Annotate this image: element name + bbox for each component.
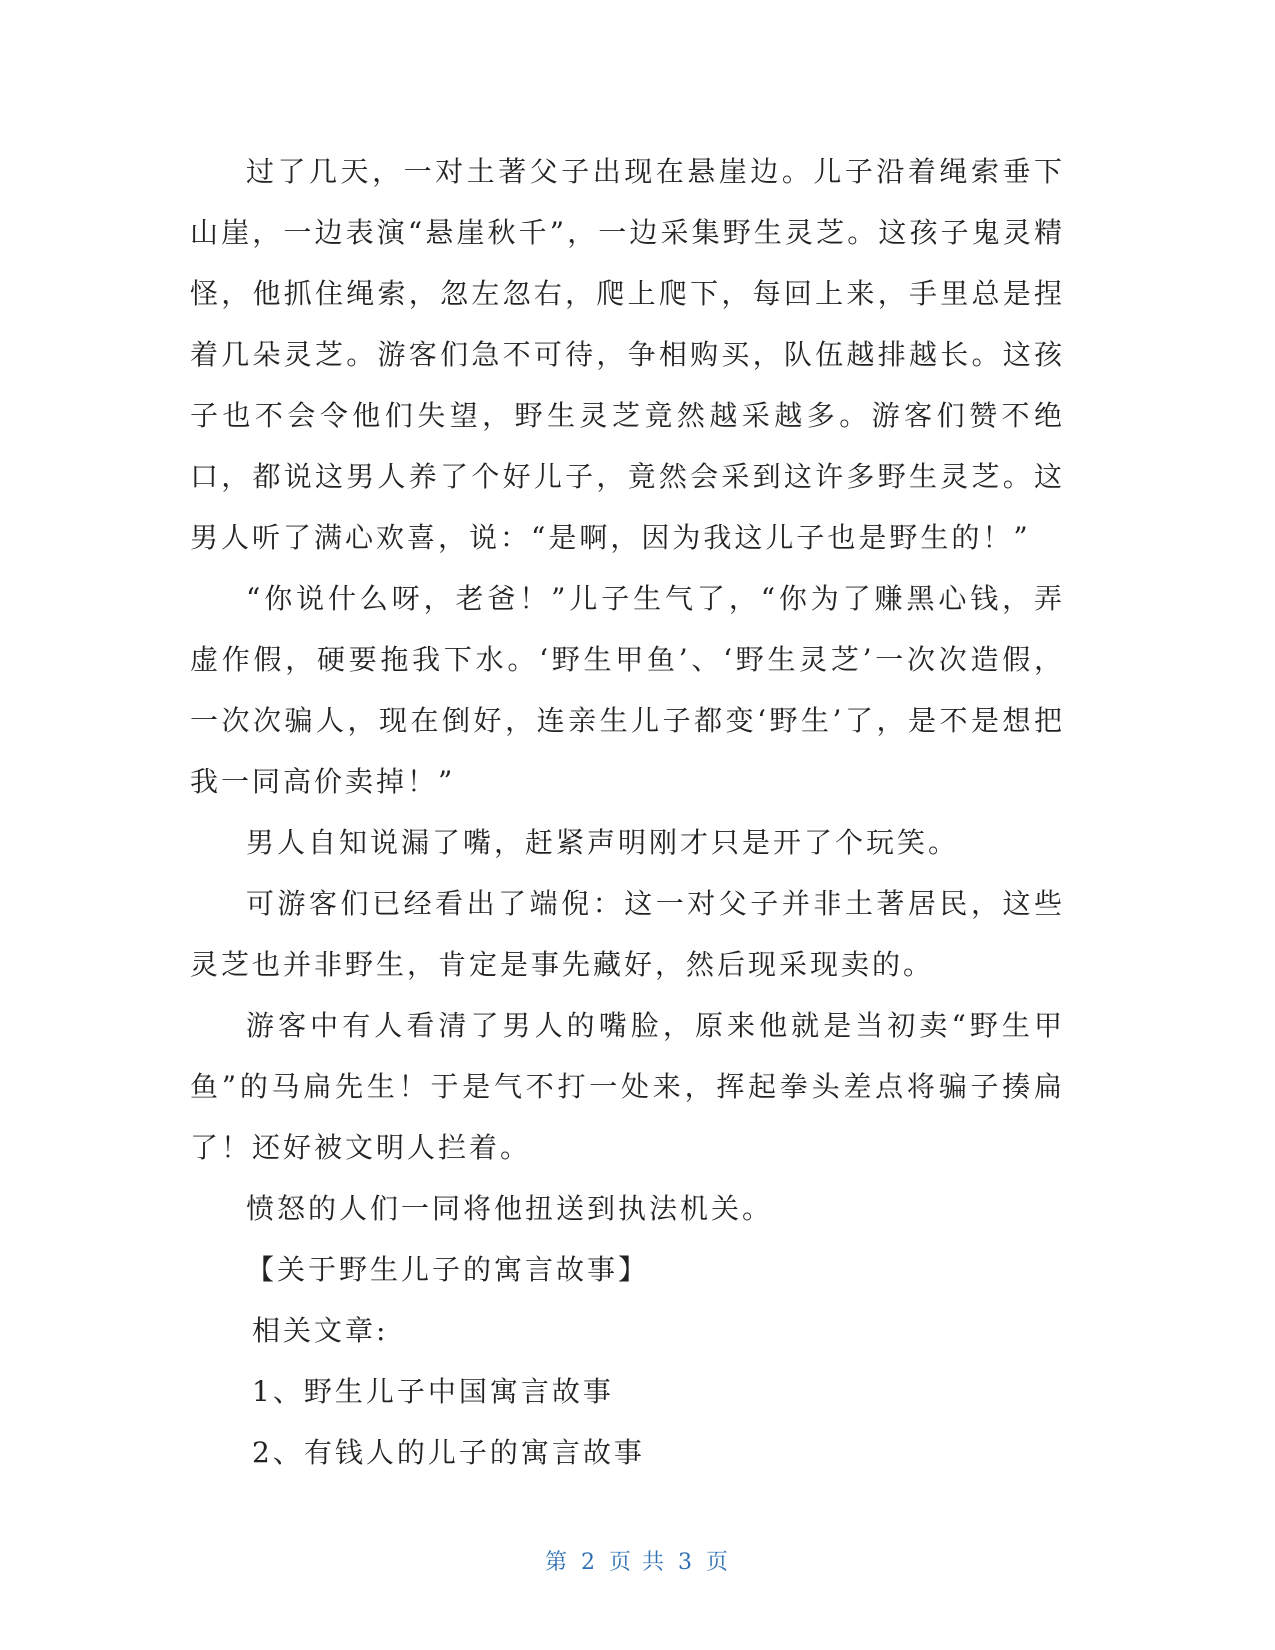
related-article-link-2[interactable]: 2、有钱人的儿子的寓言故事 xyxy=(252,1436,645,1469)
document-body xyxy=(190,141,1065,1483)
paragraph-1: 过了几天，一对土著父子出现在悬崖边。儿子沿着绳索垂下山崖，一边表演“悬崖秋千”，一边采集野生灵芝。这孩子鬼灵精怪，他抓住绳索，忽左忽右，爬上爬下，每回上来，手里总是捏着几朵灵芝。游客们急不可待，争相购买，队伍越排越长。这孩子也不会令他们失望，野生灵芝竟然越采越多。游客们赞不绝口，都说这男人养了个好儿子，竟然会采到这许多野生灵芝。这男人听了满心欢喜，说：“是啊，因为我这儿子也是野生的！” xyxy=(190,155,1065,554)
paragraph-5: 游客中有人看清了男人的嘴脸，原来他就是当初卖“野生甲鱼”的马扁先生！于是气不打一处来，挥起拳头差点将骗子揍扁了！还好被文明人拦着。 xyxy=(190,1009,1065,1164)
footer-total-pages: 3 xyxy=(678,1550,694,1575)
footer-middle: 页 共 xyxy=(609,1550,666,1575)
footer-prefix: 第 xyxy=(544,1550,569,1575)
section-heading: 【关于野生儿子的寓言故事】 xyxy=(246,1253,650,1286)
related-article-link-1[interactable]: 1、野生儿子中国寓言故事 xyxy=(252,1375,614,1408)
paragraph-6: 愤怒的人们一同将他扭送到执法机关。 xyxy=(246,1192,774,1225)
page-number-footer xyxy=(0,1545,1275,1576)
paragraph-2: “你说什么呀，老爸！”儿子生气了，“你为了赚黑心钱，弄虚作假，硬要拖我下水。‘野生甲鱼’、‘野生灵芝’一次次造假，一次次骗人，现在倒好，连亲生儿子都变‘野生’了，是不是想把我一同高价卖掉！” xyxy=(190,582,1065,798)
footer-suffix: 页 xyxy=(706,1550,731,1575)
paragraph-4: 可游客们已经看出了端倪：这一对父子并非土著居民，这些灵芝也并非野生，肯定是事先藏好，然后现采现卖的。 xyxy=(190,887,1065,981)
footer-current-page: 2 xyxy=(581,1550,597,1575)
paragraph-3: 男人自知说漏了嘴，赶紧声明刚才只是开了个玩笑。 xyxy=(246,826,960,859)
related-articles-title: 相关文章: xyxy=(252,1314,389,1347)
